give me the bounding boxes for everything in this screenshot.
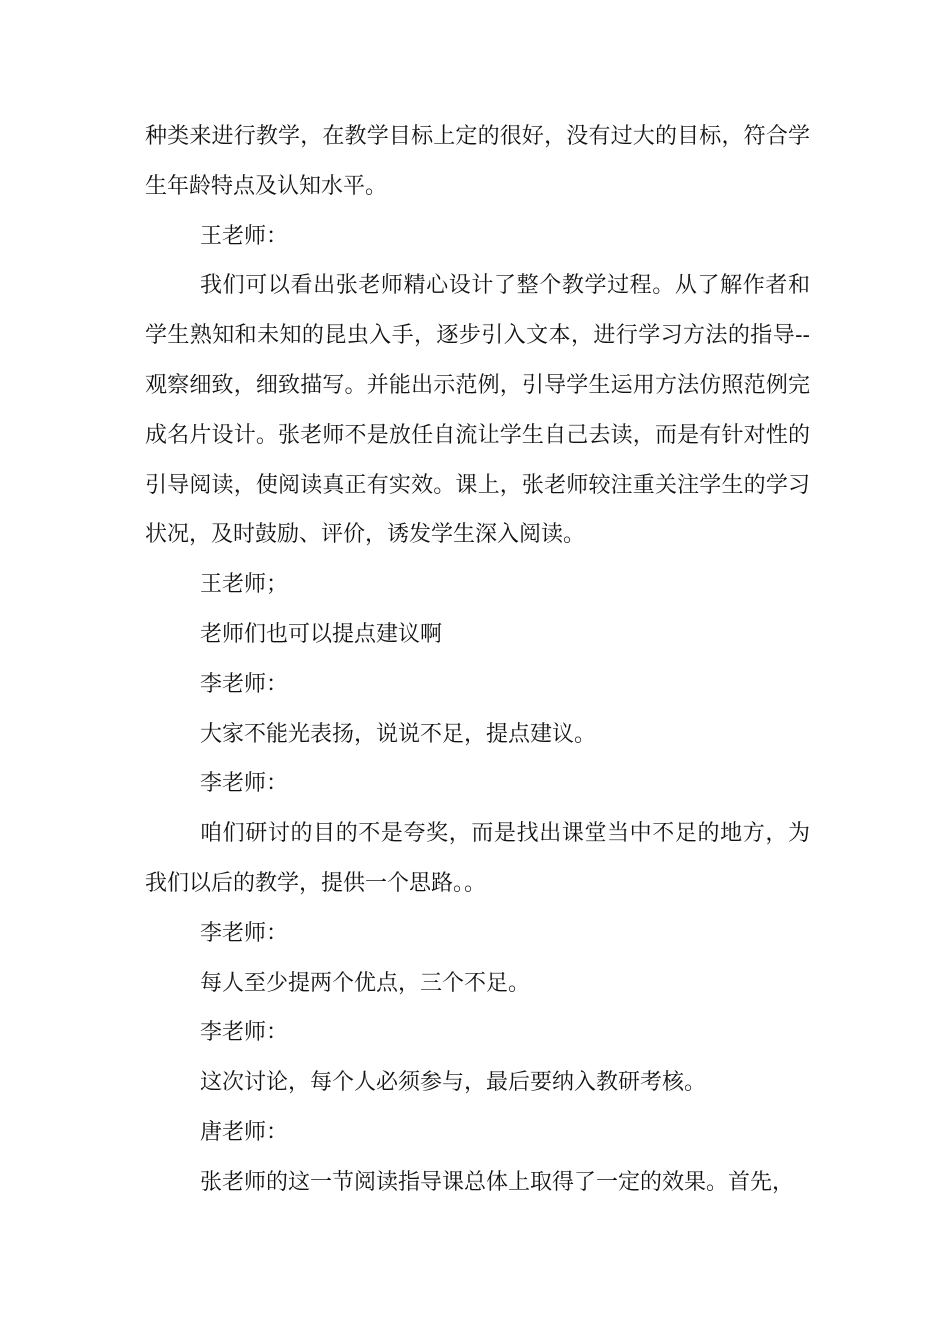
paragraph: 每人至少提两个优点，三个不足。: [200, 970, 531, 996]
paragraph: 咱们研讨的目的不是夸奖，而是找出课堂当中不足的地方，为我们以后的教学，提供一个思路。。: [145, 821, 810, 896]
paragraph: 老师们也可以提点建议啊: [200, 621, 443, 647]
speaker-label: 李老师：: [200, 771, 289, 797]
paragraph: 张老师的这一节阅读指导课总体上取得了一定的效果。首先，: [200, 1169, 795, 1195]
speaker-label: 王老师；: [200, 572, 289, 598]
document-body: [145, 112, 810, 1208]
speaker-label: 李老师：: [200, 920, 289, 946]
paragraph: 我们可以看出张老师精心设计了整个教学过程。从了解作者和学生熟知和未知的昆虫入手，逐步引入文本，进行学习方法的指导--观察细致，细致描写。并能出示范例，引导学生运用方法仿照范例完成名片设计。张老师不是放任自流让学生自己去读，而是有针对性的引导阅读，使阅读真正有实效。课上，张老师较注重关注学生的学习状况，及时鼓励、评价，诱发学生深入阅读。: [145, 273, 810, 548]
speaker-label: 唐老师：: [200, 1119, 289, 1145]
speaker-label: 李老师：: [200, 1020, 289, 1046]
paragraph: 这次讨论，每个人必须参与，最后要纳入教研考核。: [200, 1070, 707, 1096]
speaker-label: 王老师：: [200, 223, 289, 249]
paragraph: 大家不能光表扬，说说不足，提点建议。: [200, 721, 597, 747]
paragraph-continuation: 种类来进行教学，在教学目标上定的很好，没有过大的目标，符合学生年龄特点及认知水平。: [145, 124, 810, 199]
speaker-label: 李老师：: [200, 671, 289, 697]
